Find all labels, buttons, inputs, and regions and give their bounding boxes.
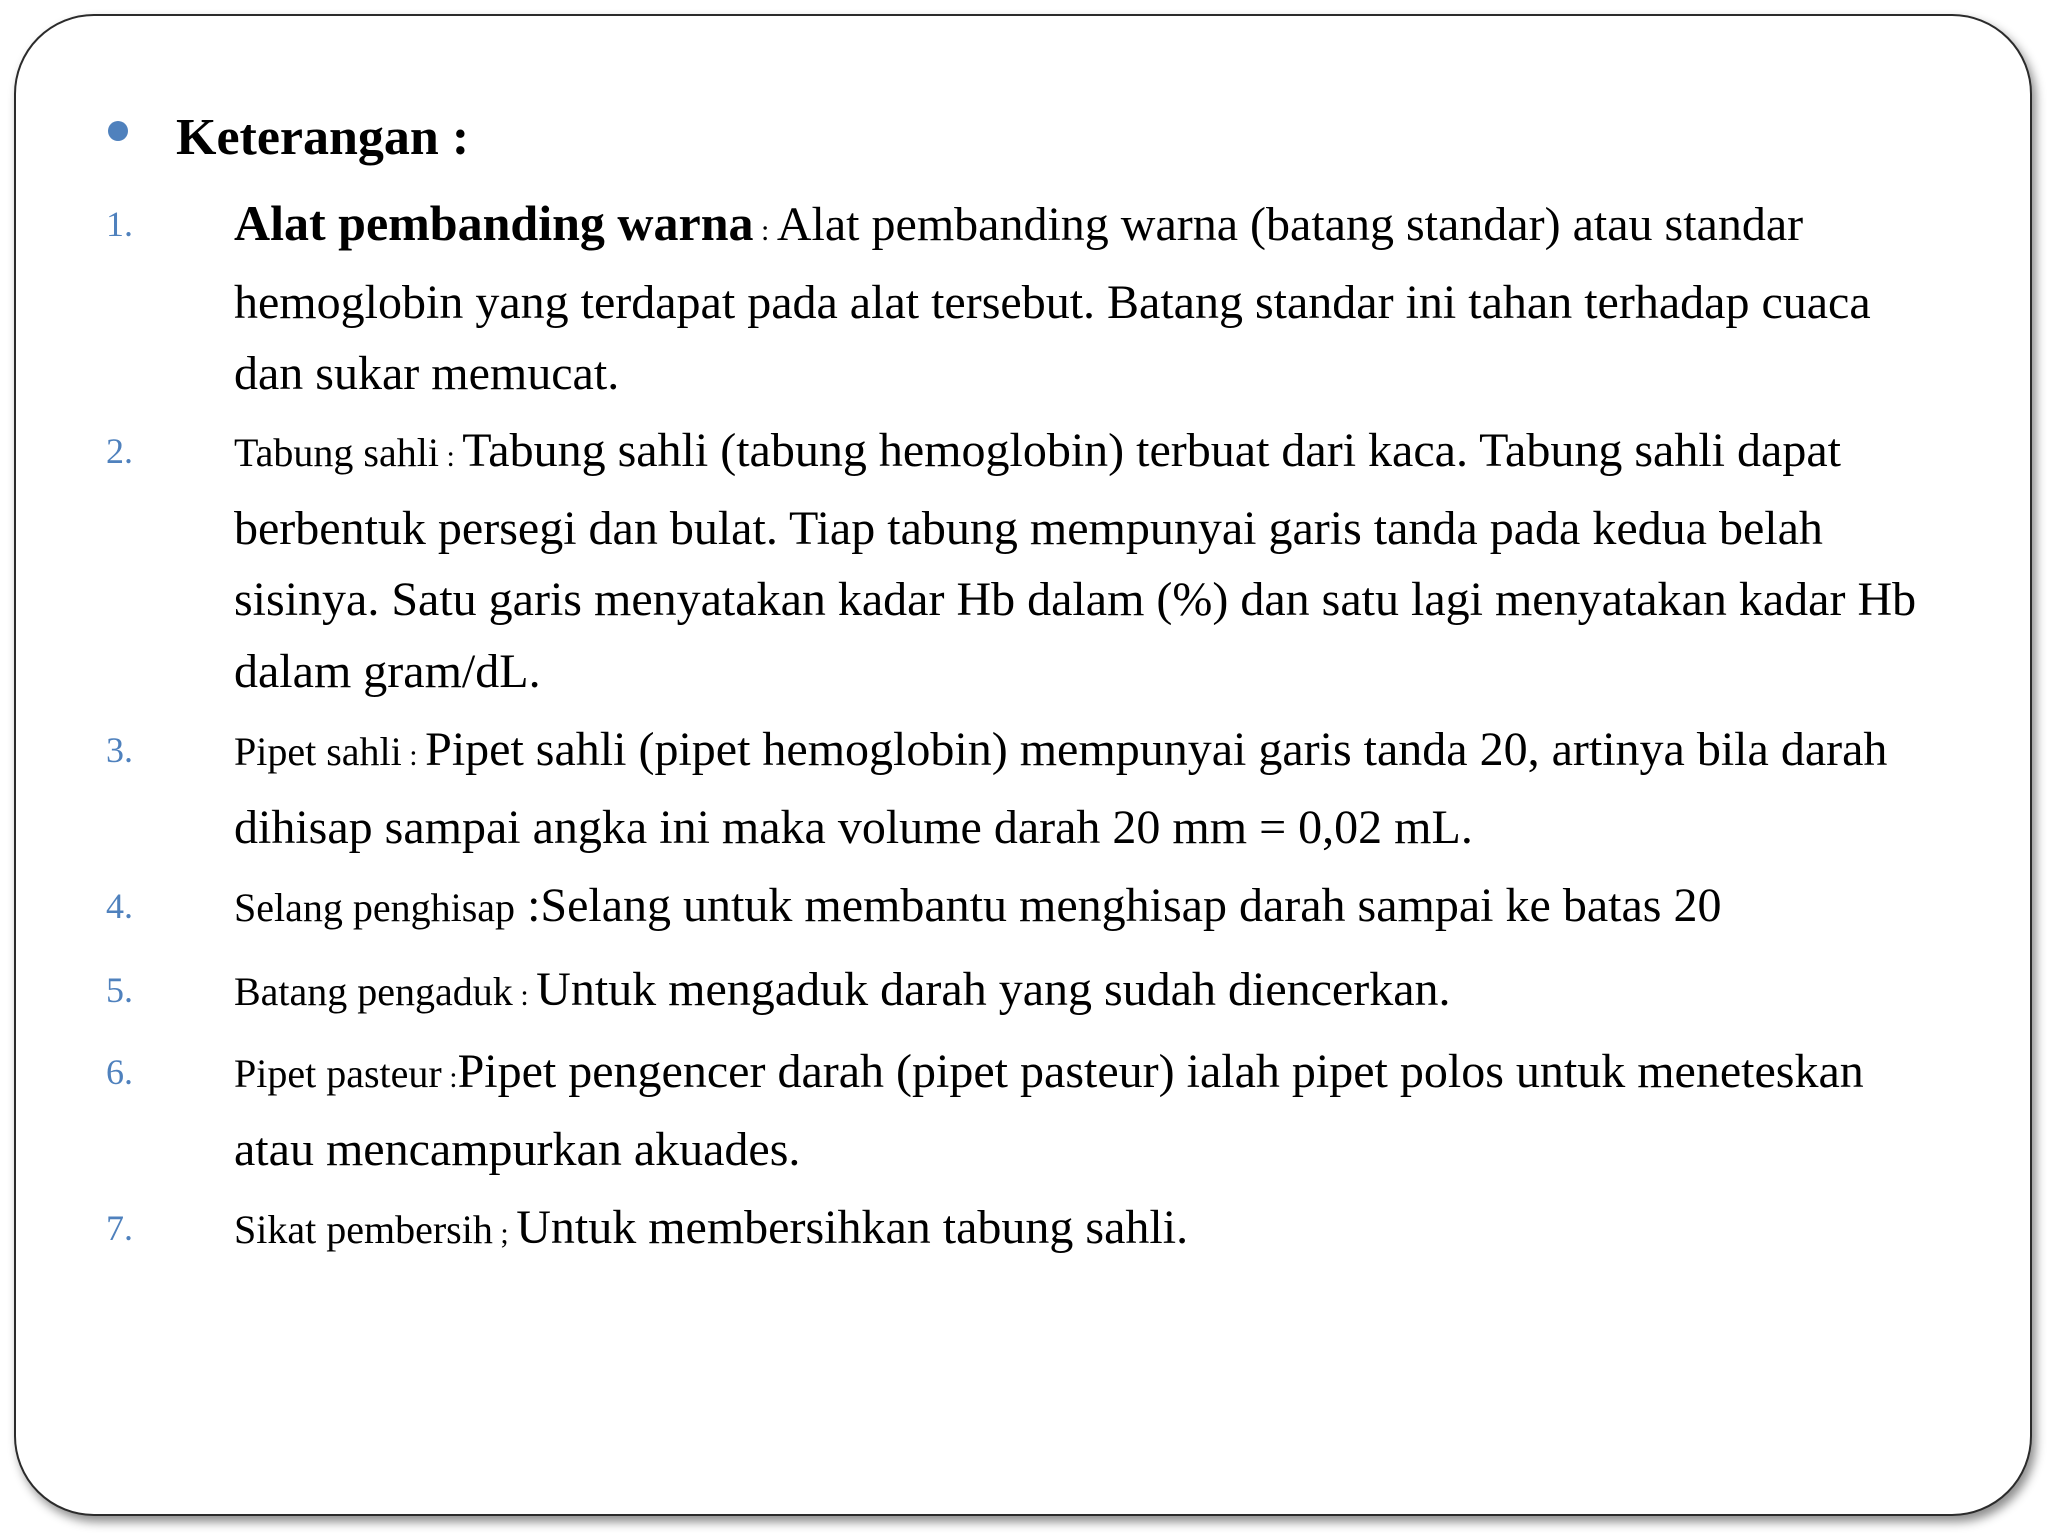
item-text — [234, 870, 1924, 944]
item-term: Selang penghisap — [234, 885, 516, 930]
item-term: Sikat pembersih — [234, 1207, 493, 1252]
item-separator: : — [512, 979, 537, 1012]
item-separator: : — [441, 1061, 458, 1094]
item-term: Tabung sahli — [234, 430, 439, 475]
item-separator: : — [401, 739, 426, 772]
item-description: Selang untuk membantu menghisap darah sampai ke batas 20 — [540, 879, 1722, 932]
item-description: Untuk membersihkan tabung sahli. — [516, 1201, 1189, 1254]
item-separator: : — [515, 879, 541, 932]
item-term: Pipet sahli — [234, 729, 402, 774]
bullet-icon — [108, 121, 128, 141]
item-term: Alat pembanding warna — [234, 195, 754, 251]
item-description: Alat pembanding warna (batang standar) atau standar hemoglobin yang terdapat pada alat tersebut. Batang standar ini tahan terhadap cuaca dan sukar memucat. — [234, 198, 1871, 400]
heading-row — [108, 106, 469, 170]
item-text — [234, 954, 1924, 1032]
item-term: Batang pengaduk — [234, 969, 513, 1014]
item-number: 7. — [106, 1208, 133, 1248]
item-separator: ; — [492, 1217, 517, 1250]
item-number: 2. — [106, 431, 133, 471]
item-separator: : — [753, 214, 777, 247]
item-text — [234, 714, 1924, 863]
item-text — [234, 188, 1924, 410]
item-separator: : — [438, 440, 463, 473]
item-term: Pipet pasteur — [234, 1051, 442, 1096]
item-text — [234, 1192, 1924, 1270]
item-text — [234, 1036, 1924, 1185]
item-text — [234, 415, 1924, 707]
item-number: 6. — [106, 1052, 133, 1092]
slide-heading: Keterangan : — [176, 109, 470, 166]
item-number: 4. — [106, 886, 133, 926]
item-description: Tabung sahli (tabung hemoglobin) terbuat dari kaca. Tabung sahli dapat berbentuk persegi dan bulat. Tiap tabung mempunyai garis tanda pada kedua belah sisinya. Satu garis menyatakan kadar Hb dalam (%) dan satu lagi menyatakan kadar Hb dalam gram/dL. — [234, 424, 1917, 698]
item-description: Untuk mengaduk darah yang sudah diencerkan. — [536, 963, 1451, 1016]
item-number: 3. — [106, 730, 133, 770]
item-number: 1. — [106, 204, 133, 244]
item-description: Pipet sahli (pipet hemoglobin) mempunyai garis tanda 20, artinya bila darah dihisap sampai angka ini maka volume darah 20 mm = 0,02 mL. — [234, 723, 1888, 854]
item-description: Pipet pengencer darah (pipet pasteur) ialah pipet polos untuk meneteskan atau mencampurkan akuades. — [234, 1045, 1864, 1176]
item-number: 5. — [106, 970, 133, 1010]
